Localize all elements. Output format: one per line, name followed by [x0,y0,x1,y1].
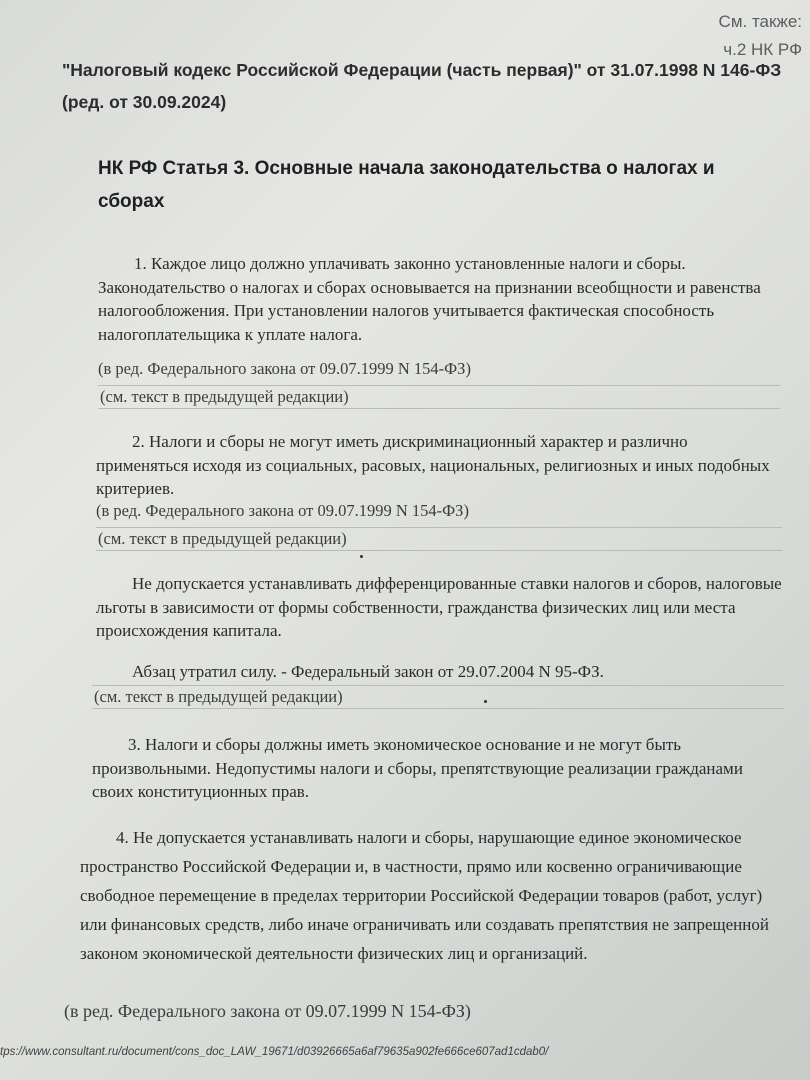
article-title [98,152,758,218]
paragraph-2-previous-edition-link[interactable]: (см. текст в предыдущей редакции) [96,527,782,551]
paragraph-2c-previous-edition-link[interactable]: (см. текст в предыдущей редакции) [92,685,784,709]
see-also-label: См. также: [718,12,802,31]
paragraph-1-previous-edition-link[interactable]: (см. текст в предыдущей редакции) [98,385,780,409]
speck-mark [484,700,487,703]
header-edition: (ред. от 30.09.2024) [62,92,227,112]
see-also-link[interactable]: ч.2 НК РФ [723,40,802,59]
speck-mark [360,555,363,558]
paragraph-3: 3. Налоги и сборы должны иметь экономическое основание и не могут быть произвольными. Недопустимы налоги и сборы, препятствующие реализации гражданами своих конституционных прав. [92,735,743,801]
article-title-line2: сборах [98,191,165,212]
paragraph-4: 4. Не допускается устанавливать налоги и сборы, нарушающие единое экономическое пространство Российской Федерации и, в частности, прямо или косвенно ограничивающие свободное перемещение в пределах территории Российской Федерации товаров (работ, услуг) или финансовых средств, либо иначе ограничивать или создавать препятствия не запрещенной законом экономической деятельности физических лиц и организаций. [80,828,769,963]
paragraph-2-edition-note[interactable]: (в ред. Федерального закона от 09.07.1999 N 154-ФЗ) [96,501,469,520]
document-header [62,54,792,118]
paragraph-2c-repealed: Абзац утратил силу. - Федеральный закон от 29.07.2004 N 95-ФЗ. [132,662,604,681]
paragraph-1-edition-note[interactable]: (в ред. Федерального закона от 09.07.1999 N 154-ФЗ) [98,359,471,378]
header-code-title: "Налоговый кодекс Российской Федерации (часть первая)" от 31.07.1998 N 146-ФЗ [62,60,782,80]
paragraph-1: 1. Каждое лицо должно уплачивать законно установленные налоги и сборы. Законодательство о налогах и сборах основывается на признании всеобщности и равенства налогообложения. При установлении налогов учитывается фактическая способность налогоплательщика к уплате налога. [98,254,761,344]
paragraph-2: 2. Налоги и сборы не могут иметь дискриминационный характер и различно применяться исходя из социальных, расовых, национальных, религиозных и иных подобных критериев. [96,432,770,498]
paragraph-4-edition-note[interactable]: (в ред. Федерального закона от 09.07.1999 N 154-ФЗ) [64,1001,471,1021]
article-title-line1: НК РФ Статья 3. Основные начала законодательства о налогах и [98,158,715,179]
footer-url: tps://www.consultant.ru/document/cons_doc_LAW_19671/d03926665a6af79635a902fe666ce607ad1cdab0/ [0,1046,549,1058]
paragraph-2b: Не допускается устанавливать дифференцированные ставки налогов и сборов, налоговые льготы в зависимости от формы собственности, гражданства физических лиц или места происхождения капитала. [96,574,782,640]
